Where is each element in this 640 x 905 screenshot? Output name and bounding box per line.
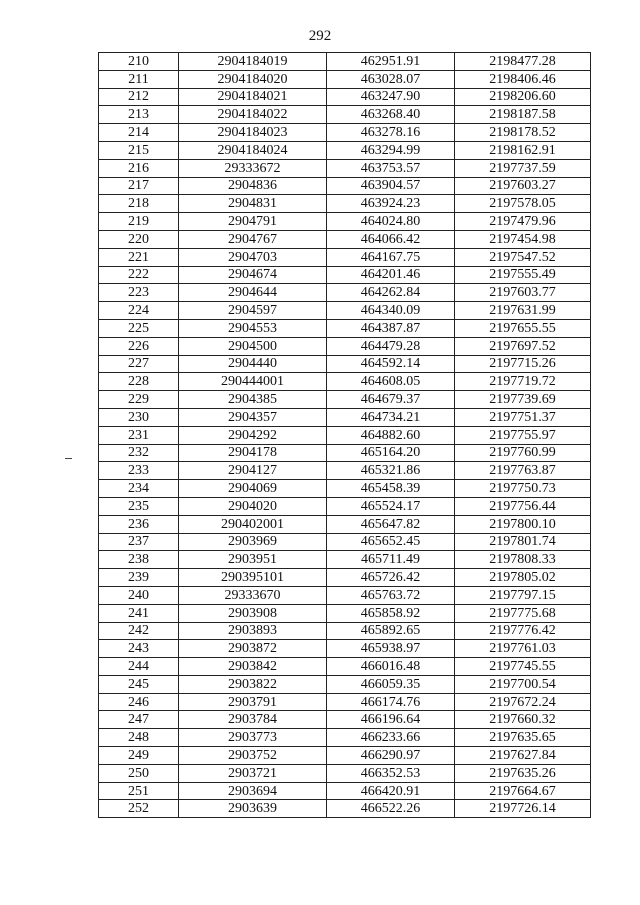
- y-coordinate-cell: 2197555.49: [455, 266, 591, 284]
- row-index-cell: 246: [99, 693, 179, 711]
- row-index-cell: 219: [99, 213, 179, 231]
- x-coordinate-cell: 466420.91: [327, 782, 455, 800]
- y-coordinate-cell: 2197751.37: [455, 408, 591, 426]
- row-index-cell: 218: [99, 195, 179, 213]
- table-row: [99, 622, 591, 640]
- y-coordinate-cell: 2197547.52: [455, 248, 591, 266]
- point-id-cell: 2903951: [179, 551, 327, 569]
- y-coordinate-cell: 2197664.67: [455, 782, 591, 800]
- table-row: [99, 177, 591, 195]
- y-coordinate-cell: 2198187.58: [455, 106, 591, 124]
- table-row: [99, 764, 591, 782]
- point-id-cell: 2904767: [179, 230, 327, 248]
- table-row: [99, 533, 591, 551]
- row-index-cell: 232: [99, 444, 179, 462]
- x-coordinate-cell: 464024.80: [327, 213, 455, 231]
- table-row: [99, 141, 591, 159]
- point-id-cell: 2904292: [179, 426, 327, 444]
- row-index-cell: 214: [99, 124, 179, 142]
- point-id-cell: 2904440: [179, 355, 327, 373]
- x-coordinate-cell: 465647.82: [327, 515, 455, 533]
- point-id-cell: 2904791: [179, 213, 327, 231]
- x-coordinate-cell: 463924.23: [327, 195, 455, 213]
- row-index-cell: 240: [99, 586, 179, 604]
- point-id-cell: 2904674: [179, 266, 327, 284]
- y-coordinate-cell: 2197697.52: [455, 337, 591, 355]
- x-coordinate-cell: 466196.64: [327, 711, 455, 729]
- row-index-cell: 250: [99, 764, 179, 782]
- x-coordinate-cell: 464066.42: [327, 230, 455, 248]
- table-row: [99, 747, 591, 765]
- point-id-cell: 2904178: [179, 444, 327, 462]
- table-row: [99, 640, 591, 658]
- y-coordinate-cell: 2197603.27: [455, 177, 591, 195]
- row-index-cell: 249: [99, 747, 179, 765]
- table-row: [99, 586, 591, 604]
- point-id-cell: 2903694: [179, 782, 327, 800]
- table-row: [99, 497, 591, 515]
- point-id-cell: 2903784: [179, 711, 327, 729]
- x-coordinate-cell: 463753.57: [327, 159, 455, 177]
- table-row: [99, 426, 591, 444]
- row-index-cell: 230: [99, 408, 179, 426]
- x-coordinate-cell: 462951.91: [327, 53, 455, 71]
- y-coordinate-cell: 2197454.98: [455, 230, 591, 248]
- point-id-cell: 29333670: [179, 586, 327, 604]
- table-row: [99, 408, 591, 426]
- point-id-cell: 2904184024: [179, 141, 327, 159]
- row-index-cell: 252: [99, 800, 179, 818]
- point-id-cell: 2904184019: [179, 53, 327, 71]
- y-coordinate-cell: 2197745.55: [455, 658, 591, 676]
- table-row: [99, 462, 591, 480]
- row-index-cell: 231: [99, 426, 179, 444]
- point-id-cell: 2904184020: [179, 70, 327, 88]
- y-coordinate-cell: 2198406.46: [455, 70, 591, 88]
- row-index-cell: 242: [99, 622, 179, 640]
- row-index-cell: 228: [99, 373, 179, 391]
- y-coordinate-cell: 2197801.74: [455, 533, 591, 551]
- x-coordinate-cell: 463268.40: [327, 106, 455, 124]
- point-id-cell: 290444001: [179, 373, 327, 391]
- point-id-cell: 2904597: [179, 302, 327, 320]
- table-row: [99, 266, 591, 284]
- point-id-cell: 2904184022: [179, 106, 327, 124]
- y-coordinate-cell: 2198162.91: [455, 141, 591, 159]
- x-coordinate-cell: 464387.87: [327, 319, 455, 337]
- y-coordinate-cell: 2197672.24: [455, 693, 591, 711]
- row-index-cell: 225: [99, 319, 179, 337]
- row-index-cell: 235: [99, 497, 179, 515]
- point-id-cell: 2903893: [179, 622, 327, 640]
- point-id-cell: 290402001: [179, 515, 327, 533]
- y-coordinate-cell: 2198477.28: [455, 53, 591, 71]
- row-index-cell: 216: [99, 159, 179, 177]
- x-coordinate-cell: 466352.53: [327, 764, 455, 782]
- y-coordinate-cell: 2197700.54: [455, 675, 591, 693]
- table-row: [99, 70, 591, 88]
- row-index-cell: 247: [99, 711, 179, 729]
- table-row: [99, 729, 591, 747]
- x-coordinate-cell: 465858.92: [327, 604, 455, 622]
- y-coordinate-cell: 2197655.55: [455, 319, 591, 337]
- table-row: [99, 658, 591, 676]
- y-coordinate-cell: 2197719.72: [455, 373, 591, 391]
- table-row: [99, 693, 591, 711]
- table-row: [99, 800, 591, 818]
- x-coordinate-cell: 465321.86: [327, 462, 455, 480]
- table-row: [99, 480, 591, 498]
- x-coordinate-cell: 464340.09: [327, 302, 455, 320]
- x-coordinate-cell: 464679.37: [327, 391, 455, 409]
- point-id-cell: 2904385: [179, 391, 327, 409]
- y-coordinate-cell: 2197578.05: [455, 195, 591, 213]
- table-row: [99, 284, 591, 302]
- table-row: [99, 159, 591, 177]
- point-id-cell: 2904831: [179, 195, 327, 213]
- x-coordinate-cell: 465726.42: [327, 569, 455, 587]
- table-row: [99, 569, 591, 587]
- point-id-cell: 2903908: [179, 604, 327, 622]
- x-coordinate-cell: 464734.21: [327, 408, 455, 426]
- y-coordinate-cell: 2197797.15: [455, 586, 591, 604]
- x-coordinate-cell: 464608.05: [327, 373, 455, 391]
- point-id-cell: 2904553: [179, 319, 327, 337]
- x-coordinate-cell: 464167.75: [327, 248, 455, 266]
- y-coordinate-cell: 2197739.69: [455, 391, 591, 409]
- x-coordinate-cell: 465938.97: [327, 640, 455, 658]
- table-row: [99, 604, 591, 622]
- point-id-cell: 2904703: [179, 248, 327, 266]
- row-index-cell: 234: [99, 480, 179, 498]
- point-id-cell: 2904644: [179, 284, 327, 302]
- y-coordinate-cell: 2197631.99: [455, 302, 591, 320]
- y-coordinate-cell: 2197805.02: [455, 569, 591, 587]
- x-coordinate-cell: 466522.26: [327, 800, 455, 818]
- point-id-cell: 2903752: [179, 747, 327, 765]
- row-index-cell: 210: [99, 53, 179, 71]
- point-id-cell: 2904357: [179, 408, 327, 426]
- row-index-cell: 243: [99, 640, 179, 658]
- point-id-cell: 2904069: [179, 480, 327, 498]
- y-coordinate-cell: 2197726.14: [455, 800, 591, 818]
- row-index-cell: 217: [99, 177, 179, 195]
- row-index-cell: 229: [99, 391, 179, 409]
- x-coordinate-cell: 465711.49: [327, 551, 455, 569]
- row-index-cell: 215: [99, 141, 179, 159]
- point-id-cell: 2904500: [179, 337, 327, 355]
- y-coordinate-cell: 2197737.59: [455, 159, 591, 177]
- row-index-cell: 222: [99, 266, 179, 284]
- y-coordinate-cell: 2197775.68: [455, 604, 591, 622]
- y-coordinate-cell: 2197761.03: [455, 640, 591, 658]
- y-coordinate-cell: 2197750.73: [455, 480, 591, 498]
- table-row: [99, 302, 591, 320]
- x-coordinate-cell: 465892.65: [327, 622, 455, 640]
- row-index-cell: 245: [99, 675, 179, 693]
- coordinates-table: [98, 52, 591, 818]
- point-id-cell: 2904020: [179, 497, 327, 515]
- point-id-cell: 2903773: [179, 729, 327, 747]
- y-coordinate-cell: 2198206.60: [455, 88, 591, 106]
- y-coordinate-cell: 2197635.65: [455, 729, 591, 747]
- table-row: [99, 675, 591, 693]
- table-row: [99, 711, 591, 729]
- y-coordinate-cell: 2197763.87: [455, 462, 591, 480]
- row-index-cell: 237: [99, 533, 179, 551]
- point-id-cell: 29333672: [179, 159, 327, 177]
- y-coordinate-cell: 2197800.10: [455, 515, 591, 533]
- point-id-cell: 2903842: [179, 658, 327, 676]
- row-index-cell: 239: [99, 569, 179, 587]
- point-id-cell: 2903721: [179, 764, 327, 782]
- row-index-cell: 248: [99, 729, 179, 747]
- point-id-cell: 2903791: [179, 693, 327, 711]
- row-index-cell: 223: [99, 284, 179, 302]
- x-coordinate-cell: 465652.45: [327, 533, 455, 551]
- x-coordinate-cell: 463294.99: [327, 141, 455, 159]
- x-coordinate-cell: 463028.07: [327, 70, 455, 88]
- table-row: [99, 213, 591, 231]
- row-index-cell: 227: [99, 355, 179, 373]
- y-coordinate-cell: 2197715.26: [455, 355, 591, 373]
- x-coordinate-cell: 463247.90: [327, 88, 455, 106]
- x-coordinate-cell: 465458.39: [327, 480, 455, 498]
- page-number: 292: [308, 28, 332, 44]
- table-row: [99, 337, 591, 355]
- y-coordinate-cell: 2198178.52: [455, 124, 591, 142]
- y-coordinate-cell: 2197756.44: [455, 497, 591, 515]
- x-coordinate-cell: 465763.72: [327, 586, 455, 604]
- table-body: [99, 53, 591, 818]
- row-index-cell: 220: [99, 230, 179, 248]
- point-id-cell: 2903639: [179, 800, 327, 818]
- y-coordinate-cell: 2197603.77: [455, 284, 591, 302]
- point-id-cell: 2904127: [179, 462, 327, 480]
- x-coordinate-cell: 465524.17: [327, 497, 455, 515]
- row-index-cell: 238: [99, 551, 179, 569]
- point-id-cell: 290395101: [179, 569, 327, 587]
- table-row: [99, 391, 591, 409]
- x-coordinate-cell: 466290.97: [327, 747, 455, 765]
- x-coordinate-cell: 465164.20: [327, 444, 455, 462]
- row-index-cell: 213: [99, 106, 179, 124]
- y-coordinate-cell: 2197627.84: [455, 747, 591, 765]
- table-row: [99, 551, 591, 569]
- row-index-cell: 224: [99, 302, 179, 320]
- y-coordinate-cell: 2197760.99: [455, 444, 591, 462]
- table-row: [99, 230, 591, 248]
- row-index-cell: 226: [99, 337, 179, 355]
- table-row: [99, 782, 591, 800]
- x-coordinate-cell: 464201.46: [327, 266, 455, 284]
- x-coordinate-cell: 466059.35: [327, 675, 455, 693]
- x-coordinate-cell: 463278.16: [327, 124, 455, 142]
- row-index-cell: 244: [99, 658, 179, 676]
- y-coordinate-cell: 2197808.33: [455, 551, 591, 569]
- point-id-cell: 2903969: [179, 533, 327, 551]
- row-index-cell: 233: [99, 462, 179, 480]
- x-coordinate-cell: 466233.66: [327, 729, 455, 747]
- point-id-cell: 2904184021: [179, 88, 327, 106]
- point-id-cell: 2903872: [179, 640, 327, 658]
- table-row: [99, 515, 591, 533]
- table-row: [99, 319, 591, 337]
- table-row: [99, 88, 591, 106]
- y-coordinate-cell: 2197660.32: [455, 711, 591, 729]
- y-coordinate-cell: 2197776.42: [455, 622, 591, 640]
- row-index-cell: 212: [99, 88, 179, 106]
- table-row: [99, 373, 591, 391]
- table-row: [99, 53, 591, 71]
- table-row: [99, 106, 591, 124]
- y-coordinate-cell: 2197755.97: [455, 426, 591, 444]
- x-coordinate-cell: 464262.84: [327, 284, 455, 302]
- point-id-cell: 2904184023: [179, 124, 327, 142]
- point-id-cell: 2903822: [179, 675, 327, 693]
- table-row: [99, 124, 591, 142]
- y-coordinate-cell: 2197479.96: [455, 213, 591, 231]
- x-coordinate-cell: 466016.48: [327, 658, 455, 676]
- x-coordinate-cell: 464592.14: [327, 355, 455, 373]
- y-coordinate-cell: 2197635.26: [455, 764, 591, 782]
- table-row: [99, 195, 591, 213]
- row-index-cell: 236: [99, 515, 179, 533]
- table-row: [99, 355, 591, 373]
- row-index-cell: 251: [99, 782, 179, 800]
- x-coordinate-cell: 466174.76: [327, 693, 455, 711]
- row-index-cell: 221: [99, 248, 179, 266]
- row-index-cell: 241: [99, 604, 179, 622]
- table-row: [99, 444, 591, 462]
- x-coordinate-cell: 463904.57: [327, 177, 455, 195]
- table-row: [99, 248, 591, 266]
- point-id-cell: 2904836: [179, 177, 327, 195]
- stray-mark: [65, 458, 72, 459]
- x-coordinate-cell: 464882.60: [327, 426, 455, 444]
- row-index-cell: 211: [99, 70, 179, 88]
- x-coordinate-cell: 464479.28: [327, 337, 455, 355]
